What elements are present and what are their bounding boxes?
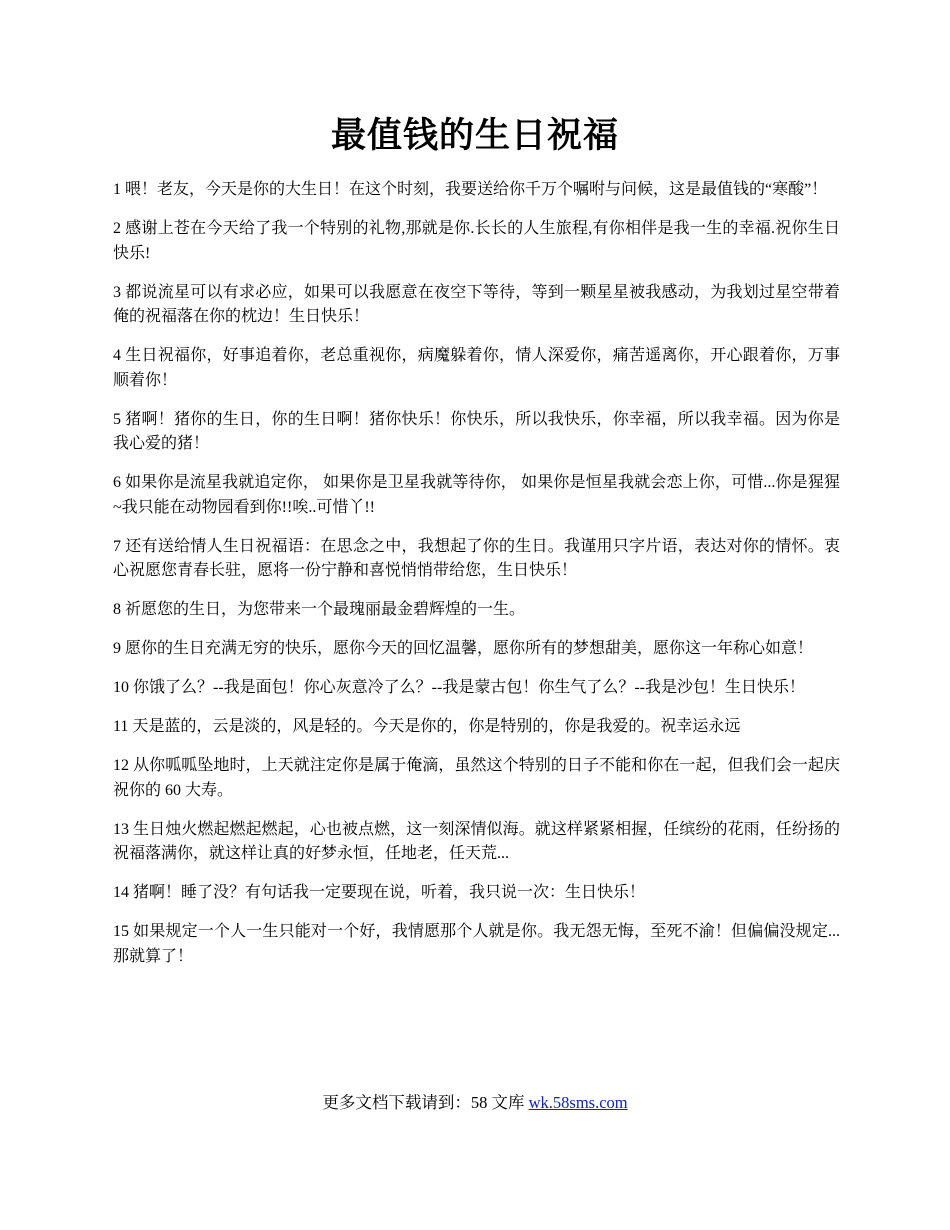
footer-link[interactable]: wk.58sms.com	[528, 1093, 628, 1112]
list-item: 12 从你呱呱坠地时，上天就注定你是属于俺滴，虽然这个特别的日子不能和你在一起，但我们会一起庆祝你的 60 大寿。	[113, 757, 840, 799]
list-item: 15 如果规定一个人一生只能对一个好，我情愿那个人就是你。我无怨无悔，至死不渝！但偏偏没规定...那就算了！	[113, 923, 840, 965]
list-item: 13 生日烛火燃起燃起燃起，心也被点燃，这一刻深情似海。就这样紧紧相握，任缤纷的花雨，任纷扬的祝福落满你，就这样让真的好梦永恒，任地老，任天荒...	[113, 820, 840, 862]
list-item: 1 喂！老友，今天是你的大生日！在这个时刻，我要送给你千万个嘱咐与问候，这是最值钱的“寒酸”！	[113, 181, 828, 198]
list-item: 11 天是蓝的，云是淡的，风是轻的。今天是你的，你是特别的，你是我爱的。祝幸运永远	[113, 718, 741, 735]
list-item: 4 生日祝福你，好事追着你，老总重视你，病魔躲着你，情人深爱你，痛苦遥离你，开心跟着你，万事顺着你！	[113, 347, 840, 389]
list-item: 6 如果你是流星我就追定你， 如果你是卫星我就等待你， 如果你是恒星我就会恋上你，可惜...你是猩猩~我只能在动物园看到你!!唉..可惜丫!!	[113, 474, 840, 516]
list-item: 14 猪啊！睡了没？有句话我一定要现在说，听着，我只说一次：生日快乐！	[113, 884, 646, 901]
list-item: 7 还有送给情人生日祝福语：在思念之中，我想起了你的生日。我谨用只字片语，表达对你的情怀。衷心祝愿您青春长驻，愿将一份宁静和喜悦悄悄带给您，生日快乐！	[113, 537, 840, 579]
list-item: 5 猪啊！猪你的生日，你的生日啊！猪你快乐！你快乐，所以我快乐，你幸福，所以我幸福。因为你是我心爱的猪！	[113, 410, 840, 452]
list-item: 10 你饿了么？--我是面包！你心灰意冷了么？--我是蒙古包！你生气了么？--我是沙包！生日快乐！	[113, 679, 805, 696]
list-item: 9 愿你的生日充满无穷的快乐，愿你今天的回忆温馨，愿你所有的梦想甜美，愿你这一年称心如意！	[113, 640, 814, 657]
document-title: 最值钱的生日祝福	[330, 116, 619, 155]
list-item: 2 感谢上苍在今天给了我一个特别的礼物,那就是你.长长的人生旅程,有你相伴是我一生的幸福.祝你生日快乐!	[113, 220, 840, 262]
list-item: 3 都说流星可以有求必应，如果可以我愿意在夜空下等待，等到一颗星星被我感动，为我划过星空带着俺的祝福落在你的枕边！生日快乐！	[113, 283, 840, 325]
list-item: 8 祈愿您的生日，为您带来一个最瑰丽最金碧辉煌的一生。	[113, 601, 526, 618]
footer	[0, 1091, 950, 1115]
footer-text: 更多文档下载请到：58 文库	[322, 1093, 529, 1112]
wish-list	[113, 178, 840, 984]
